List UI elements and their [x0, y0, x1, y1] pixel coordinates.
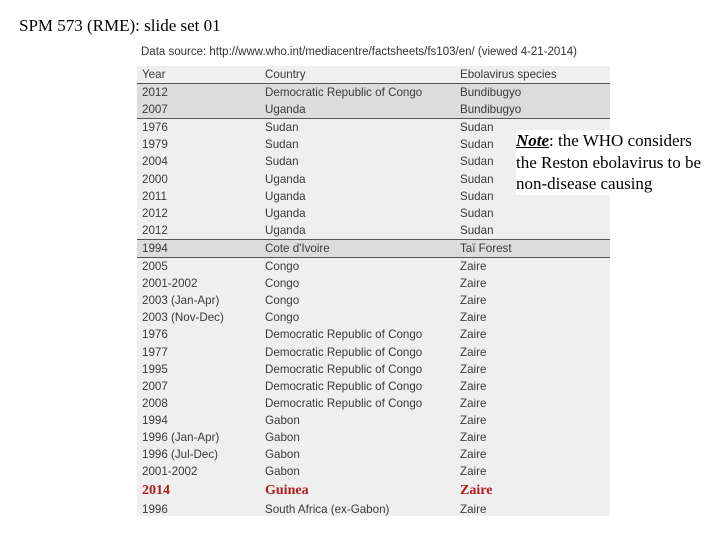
cell-country: Democratic Republic of Congo — [260, 84, 455, 102]
cell-year: 1976 — [142, 328, 168, 342]
cell-country: Gabon — [265, 465, 300, 479]
cell-species: Bundibugyo — [455, 84, 610, 102]
cell-country: Guinea — [265, 483, 309, 499]
cell-species: Sudan — [455, 222, 610, 240]
header-year: Year — [137, 66, 260, 84]
table-row — [137, 378, 610, 395]
cell-country: Uganda — [265, 172, 306, 186]
cell-species: Zaire — [455, 258, 610, 276]
cell-species: Sudan — [460, 206, 494, 220]
cell-country: Uganda — [265, 189, 306, 203]
cell-year: 2014 — [142, 483, 170, 499]
cell-year: 2012 — [137, 84, 260, 102]
cell-year: 2003 (Nov-Dec) — [142, 311, 224, 325]
cell-species: Sudan — [460, 172, 494, 186]
table-row — [137, 344, 610, 361]
cell-country: Gabon — [265, 413, 300, 427]
table-row — [137, 205, 610, 222]
table-row — [137, 258, 610, 276]
cell-country: Uganda — [265, 206, 306, 220]
cell-country: South Africa (ex-Gabon) — [265, 503, 390, 517]
cell-species: Zaire — [460, 448, 487, 462]
table-row — [137, 275, 610, 292]
cell-country: Sudan — [265, 155, 299, 169]
cell-species: Sudan — [455, 119, 610, 137]
table-header-row — [137, 66, 610, 84]
cell-year: 1995 — [142, 362, 168, 376]
table-row — [137, 429, 610, 446]
header-country: Country — [260, 66, 455, 84]
table-row — [137, 239, 610, 257]
table-row — [137, 292, 610, 309]
cell-species: Zaire — [460, 503, 487, 517]
table-row — [137, 222, 610, 240]
cell-year: 1996 — [142, 503, 168, 517]
cell-year: 2011 — [142, 189, 167, 203]
cell-species: Zaire — [460, 379, 487, 393]
cell-country: Cote d'Ivoire — [260, 239, 455, 257]
cell-species: Zaire — [460, 483, 493, 499]
cell-year: 2012 — [142, 206, 168, 220]
cell-country: Democratic Republic of Congo — [265, 379, 423, 393]
table-row — [137, 84, 610, 102]
cell-species: Zaire — [460, 277, 487, 291]
table-row — [137, 395, 610, 412]
cell-year: 1994 — [142, 413, 168, 427]
cell-country: Congo — [265, 294, 300, 308]
cell-year: 2007 — [137, 101, 260, 119]
cell-species: Bundibugyo — [455, 101, 610, 119]
cell-species: Zaire — [460, 294, 487, 308]
cell-species: Sudan — [460, 138, 494, 152]
cell-year: 2012 — [137, 222, 260, 240]
cell-year: 1996 (Jul-Dec) — [142, 448, 219, 462]
cell-year: 1976 — [137, 119, 260, 137]
cell-species: Zaire — [460, 396, 487, 410]
cell-country: Democratic Republic of Congo — [265, 328, 423, 342]
cell-country: Congo — [265, 311, 300, 325]
header-species: Ebolavirus species — [455, 66, 610, 84]
cell-year: 2001-2002 — [142, 277, 198, 291]
table-row — [137, 361, 610, 378]
cell-year: 1994 — [137, 239, 260, 257]
cell-year: 2005 — [137, 258, 260, 276]
table-row — [137, 309, 610, 326]
cell-country: Uganda — [260, 101, 455, 119]
table-row — [137, 326, 610, 343]
cell-species: Zaire — [460, 430, 487, 444]
data-source-line: Data source: http://www.who.int/mediacentre/factsheets/fs103/en/ (viewed 4-21-2014) — [141, 46, 577, 58]
cell-year: 2008 — [142, 396, 168, 410]
table-row — [137, 101, 610, 119]
cell-species: Zaire — [460, 328, 487, 342]
cell-country: Congo — [265, 277, 300, 291]
cell-species: Sudan — [460, 189, 494, 203]
cell-species: Zaire — [460, 345, 487, 359]
table-row — [137, 501, 610, 518]
cell-country: Democratic Republic of Congo — [265, 396, 423, 410]
cell-year: 1996 (Jan-Apr) — [142, 430, 220, 444]
cell-species: Zaire — [460, 362, 487, 376]
cell-year: 2000 — [142, 172, 168, 186]
note-text: : the WHO considers the Reston ebolavirus to be non-disease causing — [516, 131, 702, 193]
cell-year: 2003 (Jan-Apr) — [142, 294, 220, 308]
cell-species: Taï Forest — [455, 239, 610, 257]
cell-country: Gabon — [265, 430, 300, 444]
cell-year: 1977 — [142, 345, 168, 359]
cell-country: Congo — [260, 258, 455, 276]
cell-year: 1979 — [142, 138, 168, 152]
cell-country: Sudan — [265, 138, 299, 152]
table-row — [137, 480, 610, 501]
cell-year: 2004 — [142, 155, 168, 169]
table-row — [137, 412, 610, 429]
table-row — [137, 463, 610, 480]
slide-title: SPM 573 (RME): slide set 01 — [19, 16, 221, 35]
note-box — [516, 130, 706, 195]
note-label: Note — [516, 131, 550, 150]
cell-species: Sudan — [460, 155, 494, 169]
cell-year: 2007 — [142, 379, 168, 393]
cell-country: Uganda — [260, 222, 455, 240]
cell-country: Gabon — [265, 448, 300, 462]
cell-species: Zaire — [460, 413, 487, 427]
table-row — [137, 446, 610, 463]
cell-country: Democratic Republic of Congo — [265, 362, 423, 376]
cell-species: Zaire — [460, 465, 487, 479]
cell-species: Zaire — [460, 311, 487, 325]
cell-country: Sudan — [260, 119, 455, 137]
cell-country: Democratic Republic of Congo — [265, 345, 423, 359]
cell-year: 2001-2002 — [142, 465, 198, 479]
